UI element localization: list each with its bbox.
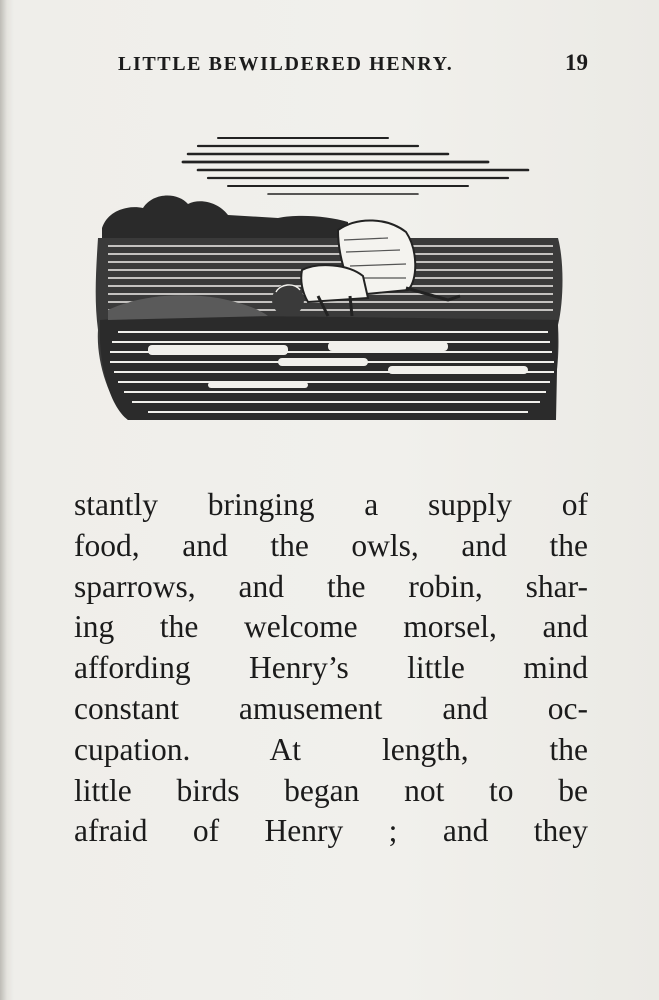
- text-line: afraid of Henry ; and they: [74, 813, 588, 849]
- text-line: constant amusement and oc-: [74, 690, 588, 726]
- text-line: ing the welcome morsel, and: [74, 609, 588, 645]
- woodcut-child-drinking-at-pond-illustration: [88, 120, 568, 440]
- running-title: LITTLE BEWILDERED HENRY.: [118, 53, 454, 75]
- running-head: [118, 50, 588, 76]
- text-line: sparrows, and the robin, shar-: [74, 568, 588, 604]
- text-line: cupation. At length, the: [74, 731, 588, 767]
- text-line: affording Henry’s little mind: [74, 650, 588, 686]
- text-line: stantly bringing a supply of: [74, 487, 588, 522]
- sky-streaks: [183, 138, 528, 194]
- distant-bushes: [102, 195, 348, 238]
- page-number: 19: [565, 50, 588, 75]
- page-gutter: [0, 0, 7, 1000]
- text-line: food, and the owls, and the: [74, 527, 588, 563]
- body-text: [74, 485, 588, 852]
- text-line: little birds began not to be: [74, 772, 588, 808]
